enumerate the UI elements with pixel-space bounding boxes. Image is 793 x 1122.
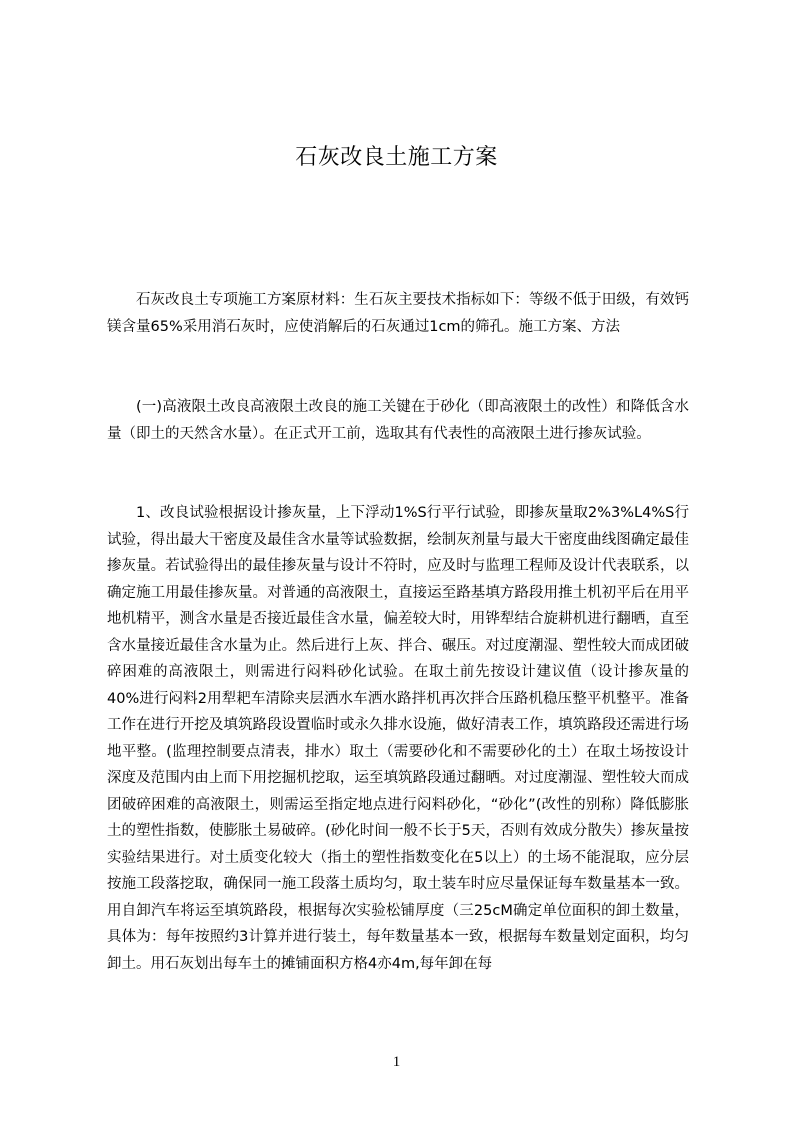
paragraph-improvement-test: 1、改良试验根据设计掺灰量，上下浮动1%S行平行试验，即掺灰量取2%3%L4%S行试验，得出最大干密度及最佳含水量等试验数据，绘制灰剂量与最大干密度曲线图确定最佳掺灰量。若试验得出的最佳掺灰量与设计不符时，应及时与监理工程师及设计代表联系，以确定施工用最佳掺灰量。对普通的高液限土，直接运至路基填方路段用推土机初平后在用平地机精平，测含水量是否接近最佳含水量，偏差较大时，用铧犁结合旋耕机进行翻晒，直至含水量接近最佳含水量为止。然后进行上灰、拌合、碾压。对过度潮湿、塑性较大而成团破碎困难的高液限土，则需进行闷料砂化试验。在取土前先按设计建议值（设计掺灰量的40%进行闷料2用犁耙车清除夹层洒水车洒水路拌机再次拌合压路机稳压整平机整平。准备工作在进行开挖及填筑路段设置临时或永久排水设施，做好清表工作，填筑路段还需进行场地平整。(监理控制要点清表，排水）取土（需要砂化和不需要砂化的土）在取土场按设计深度及范围内由上而下用挖掘机挖取，运至填筑路段通过翻晒。对过度潮湿、塑性较大而成团破碎困难的高液限土，则需运至指定地点进行闷料砂化，“砂化”(改性的别称）降低膨胀土的塑性指数，使膨胀土易破碎。(砂化时间一般不长于5天，否则有效成分散失）掺灰量按实验结果进行。对土质变化较大（指土的塑性指数变化在5以上）的土场不能混取，应分层按施工段落挖取，确保同一施工段落土质均匀，取土装车时应尽量保证每车数量基本一致。用自卸汽车将运至填筑路段，根据每次实验松铺厚度（三25cM确定单位面积的卸土数量，具体为：每年按照约3计算并进行装土，每年数量基本一致，根据每车数量划定面积，均匀卸土。用石灰划出每车土的摊铺面积方格4亦4m,每年卸在每 — [107, 505, 689, 972]
document-title: 石灰改良土施工方案 — [295, 145, 498, 170]
page-number: 1 — [392, 1054, 401, 1070]
paragraph-high-liquid-limit-soil: (一)高液限土改良高液限土改良的施工关键在于砂化（即高液限土的改性）和降低含水量（即土的天然含水量）。在正式开工前，选取其有代表性的高液限土进行掺灰试验。 — [107, 399, 689, 442]
paragraph-materials: 石灰改良土专项施工方案原材料：生石灰主要技术指标如下：等级不低于田级，有效钙镁含量65%采用消石灰时，应使消解后的石灰通过1cm的筛孔。施工方案、方法 — [107, 292, 689, 335]
